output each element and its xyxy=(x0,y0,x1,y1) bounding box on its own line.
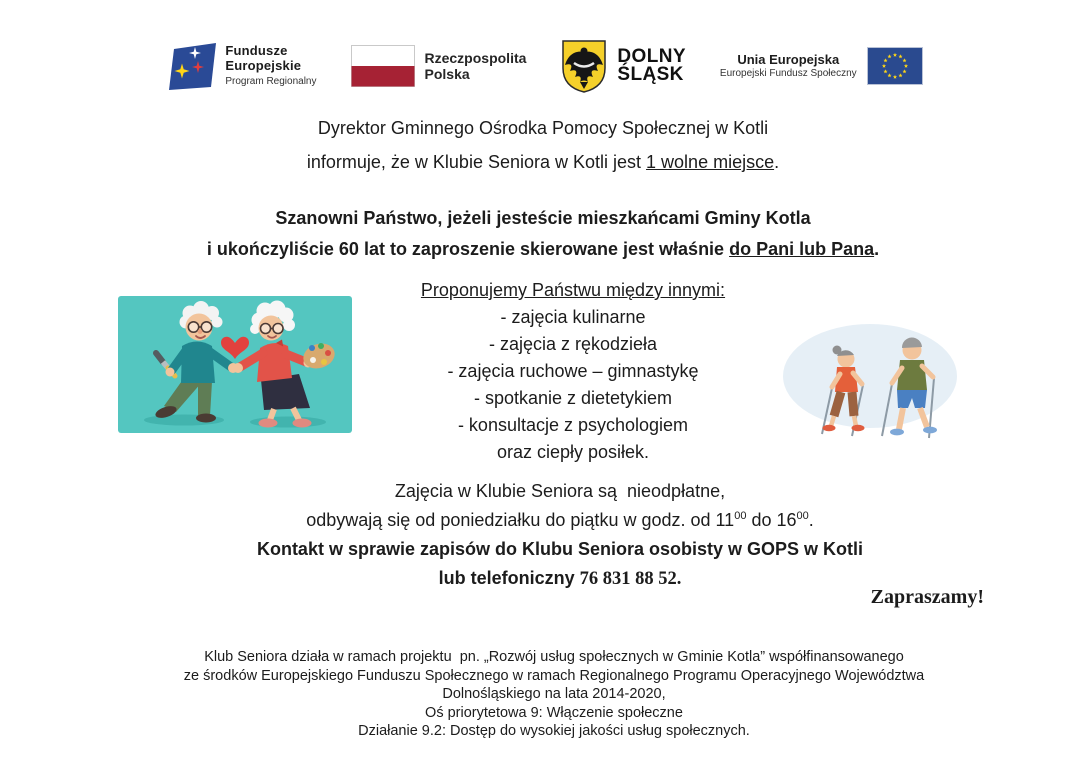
offer-item: - zajęcia ruchowe – gimnastykę xyxy=(447,361,699,381)
offer-item: - zajęcia z rękodzieła xyxy=(488,334,658,354)
rzeczpospolita-polska-logo xyxy=(351,45,527,87)
dolny-slask-crest-icon xyxy=(560,38,608,94)
nordic-walking-art-icon xyxy=(782,322,990,458)
invitation-line2-prefix: i ukończyliście 60 lat to zaproszenie skierowane jest właśnie xyxy=(206,239,730,259)
logo-bar xyxy=(0,38,1086,94)
fe-logo-text xyxy=(225,43,316,89)
seniors-couple-art-icon xyxy=(118,296,352,433)
seniors-couple-illustration xyxy=(118,296,352,433)
intro-line2-suffix: . xyxy=(774,152,780,172)
intro-paragraph xyxy=(0,111,1086,179)
schedule-mid: do 16 xyxy=(746,510,797,530)
invitation-line1: Szanowni Państwo, jeżeli jesteście mieszkańcami Gminy Kotla xyxy=(275,208,811,228)
footer-line: ze środków Europejskiego Funduszu Społecznego w ramach Regionalnego Programu Operacyjnego Województwa xyxy=(183,667,925,684)
schedule-line xyxy=(34,506,1086,535)
offer-item: - konsultacje z psychologiem xyxy=(457,415,689,435)
footer-line: Oś priorytetowa 9: Włączenie społeczne xyxy=(425,704,683,721)
offer-item: - spotkanie z dietetykiem xyxy=(473,388,673,408)
dolny-slask-line2: ŚLĄSK xyxy=(617,64,684,85)
ue-logo-text xyxy=(720,52,857,80)
eu-flag-icon xyxy=(867,47,923,85)
schedule-suffix: . xyxy=(808,510,814,530)
fe-flag-icon xyxy=(163,40,217,92)
dolny-slask-line1: DOLNY xyxy=(617,46,686,67)
intro-line2-prefix: informuje, że w Klubie Seniora w Kotli jest xyxy=(306,152,647,172)
fe-logo-subtitle: Program Regionalny xyxy=(225,76,317,87)
rzeczpospolita-logo-text xyxy=(425,50,527,82)
intro-line2 xyxy=(0,145,1086,179)
footer-line: Działanie 9.2: Dostęp do wysokiej jakości usług społecznych. xyxy=(358,723,750,739)
details-paragraph xyxy=(34,477,1086,594)
nordic-walking-illustration xyxy=(782,322,990,458)
footer-line: Klub Seniora działa w ramach projektu pn. „Rozwój usług społecznych w Gminie Kotla” współfinansowanego xyxy=(204,649,904,665)
free-of-charge-line: Zajęcia w Klubie Seniora są nieodpłatne, xyxy=(394,481,726,501)
closing-exclamation: Zapraszamy! xyxy=(870,586,984,608)
offer-heading: Proponujemy Państwu między innymi: xyxy=(420,280,726,300)
unia-europejska-logo xyxy=(720,47,923,85)
invitation-line2 xyxy=(0,234,1086,265)
fundusze-europejskie-logo xyxy=(163,40,316,92)
footer-line: Dolnośląskiego na lata 2014-2020, xyxy=(442,686,666,702)
intro-line1: Dyrektor Gminnego Ośrodka Pomocy Społecznej w Kotli xyxy=(317,118,769,138)
phone-prefix: lub telefoniczny xyxy=(438,568,580,588)
contact-line: Kontakt w sprawie zapisów do Klubu Seniora osobisty w GOPS w Kotli xyxy=(256,539,864,559)
dolny-slask-logo xyxy=(560,38,686,94)
offer-item: - zajęcia kulinarne xyxy=(500,307,646,327)
footer-note xyxy=(22,648,1086,741)
fe-logo-title-line2: Europejskie xyxy=(225,58,302,73)
offer-closing: oraz ciepły posiłek. xyxy=(496,442,650,462)
rzeczpospolita-line1: Rzeczpospolita xyxy=(424,50,527,66)
poland-flag-icon xyxy=(351,45,415,87)
hour-superscript: 00 xyxy=(734,510,747,522)
offer-section xyxy=(348,277,798,466)
phone-number: 76 831 88 52. xyxy=(579,569,682,589)
rzeczpospolita-line2: Polska xyxy=(424,66,470,82)
vacancy-underline: 1 wolne miejsce xyxy=(646,152,775,172)
hour-superscript: 00 xyxy=(796,510,809,522)
schedule-prefix: odbywają się od poniedziałku do piątku w godz. od 11 xyxy=(306,510,735,530)
invitation-line2-suffix: . xyxy=(874,239,880,259)
ue-logo-title: Unia Europejska xyxy=(737,52,840,67)
addressee-underline: do Pani lub Pana xyxy=(729,239,875,259)
ue-logo-subtitle: Europejski Fundusz Społeczny xyxy=(719,68,857,79)
invitation-paragraph xyxy=(0,203,1086,265)
fe-logo-title-line1: Fundusze xyxy=(225,43,288,58)
dolny-slask-logo-text xyxy=(617,48,686,84)
